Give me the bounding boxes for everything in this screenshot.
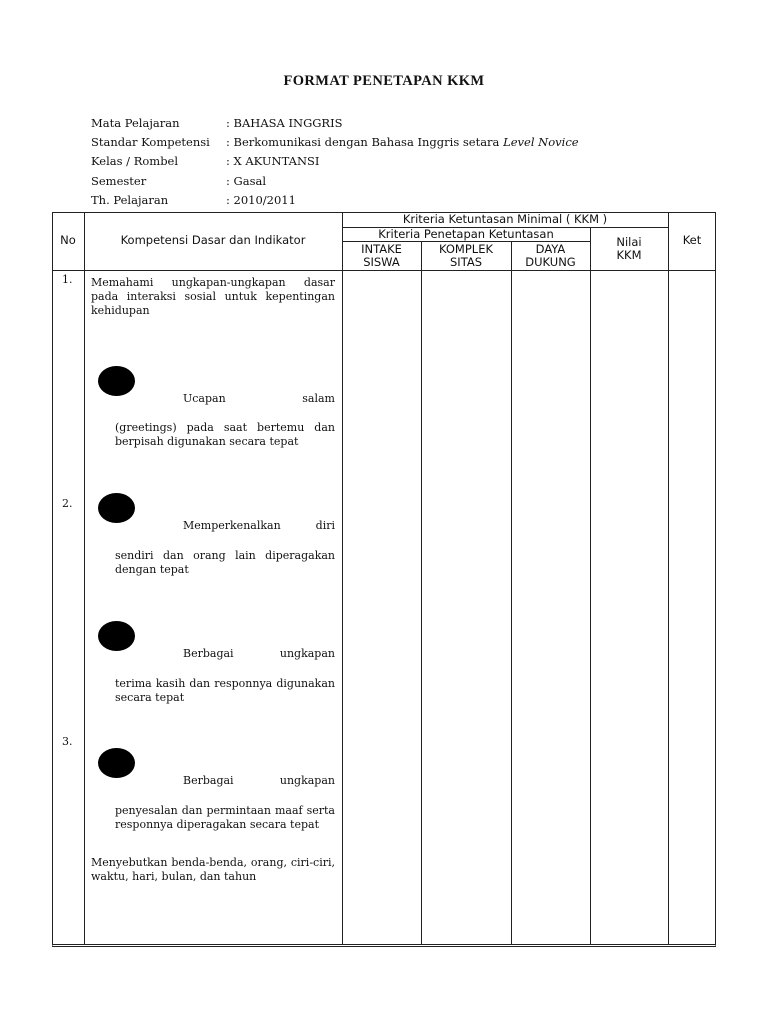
header-komplek (421, 243, 511, 269)
info-label: Semester (91, 174, 147, 188)
info-label: Kelas / Rombel (91, 154, 179, 168)
header-nilai-kkm (590, 236, 668, 262)
info-value (226, 134, 579, 150)
kd-text: Memahami ungkapan-ungkapan dasar pada interaksi sosial untuk kepentingan kehidupan (91, 276, 335, 317)
col-divider (590, 227, 591, 945)
header-daya-line1: DAYA (535, 242, 566, 256)
header-intake-line2: SISWA (363, 255, 400, 269)
bullet-icon (98, 621, 135, 651)
header-intake-line1: INTAKE (361, 242, 402, 256)
indicator-word: ungkapan (279, 647, 335, 660)
header-komplek-line2: SITAS (450, 255, 482, 269)
indicator-first-line (183, 647, 335, 661)
info-label: Mata Pelajaran (91, 116, 180, 130)
bullet-icon (98, 366, 135, 396)
indicator-first-line (183, 392, 335, 406)
header-komplek-line1: KOMPLEK (438, 242, 494, 256)
row-number: 1. (62, 273, 73, 286)
col-divider (421, 241, 422, 945)
header-nilai-line2: KKM (616, 248, 642, 262)
info-value: : X AKUNTANSI (226, 154, 320, 168)
indicator-text: (greetings) pada saat bertemu dan berpisah digunakan secara tepat (115, 421, 335, 448)
indicator-word: salam (302, 392, 335, 405)
header-kpk: Kriteria Penetapan Ketuntasan (378, 227, 554, 241)
indicator-first-line (183, 519, 335, 533)
row-number: 2. (62, 497, 73, 510)
row-divider (52, 270, 716, 271)
info-value: : BAHASA INGGRIS (226, 116, 343, 130)
header-kd: Kompetensi Dasar dan Indikator (120, 233, 306, 247)
indicator-word: Berbagai (183, 647, 234, 660)
col-divider (668, 212, 669, 945)
bullet-icon (98, 493, 135, 523)
indicator-text: terima kasih dan responnya digunakan secara tepat (115, 677, 335, 704)
header-no: No (60, 233, 76, 247)
indicator-first-line (183, 774, 335, 788)
indicator-word: diri (315, 519, 335, 532)
indicator-word: Berbagai (183, 774, 234, 787)
page-title: FORMAT PENETAPAN KKM (283, 73, 485, 89)
info-label: Standar Kompetensi (91, 135, 210, 149)
header-nilai-line1: Nilai (616, 235, 642, 249)
col-divider (84, 212, 85, 945)
indicator-word: Ucapan (183, 392, 226, 405)
bullet-icon (98, 748, 135, 778)
indicator-word: ungkapan (279, 774, 335, 787)
indicator-text: sendiri dan orang lain diperagakan dengan tepat (115, 549, 335, 576)
kd-text: Menyebutkan benda-benda, orang, ciri-ciri, waktu, hari, bulan, dan tahun (91, 856, 335, 883)
row-number: 3. (62, 735, 73, 748)
info-value: : 2010/2011 (226, 193, 296, 207)
info-value-text: : Berkomunikasi dengan Bahasa Inggris setara (226, 135, 504, 149)
header-kkm: Kriteria Ketuntasan Minimal ( KKM ) (402, 212, 608, 226)
info-value-italic: Level Novice (503, 135, 579, 149)
kkm-table (52, 212, 716, 947)
col-divider (511, 241, 512, 945)
header-daya-line2: DUKUNG (525, 255, 576, 269)
info-label: Th. Pelajaran (91, 193, 169, 207)
header-daya (511, 243, 590, 269)
indicator-text: penyesalan dan permintaan maaf serta responnya diperagakan secara tepat (115, 804, 335, 831)
header-ket: Ket (682, 233, 702, 247)
col-divider (342, 212, 343, 945)
info-value: : Gasal (226, 174, 267, 188)
header-intake (342, 243, 421, 269)
indicator-word: Memperkenalkan (183, 519, 281, 532)
